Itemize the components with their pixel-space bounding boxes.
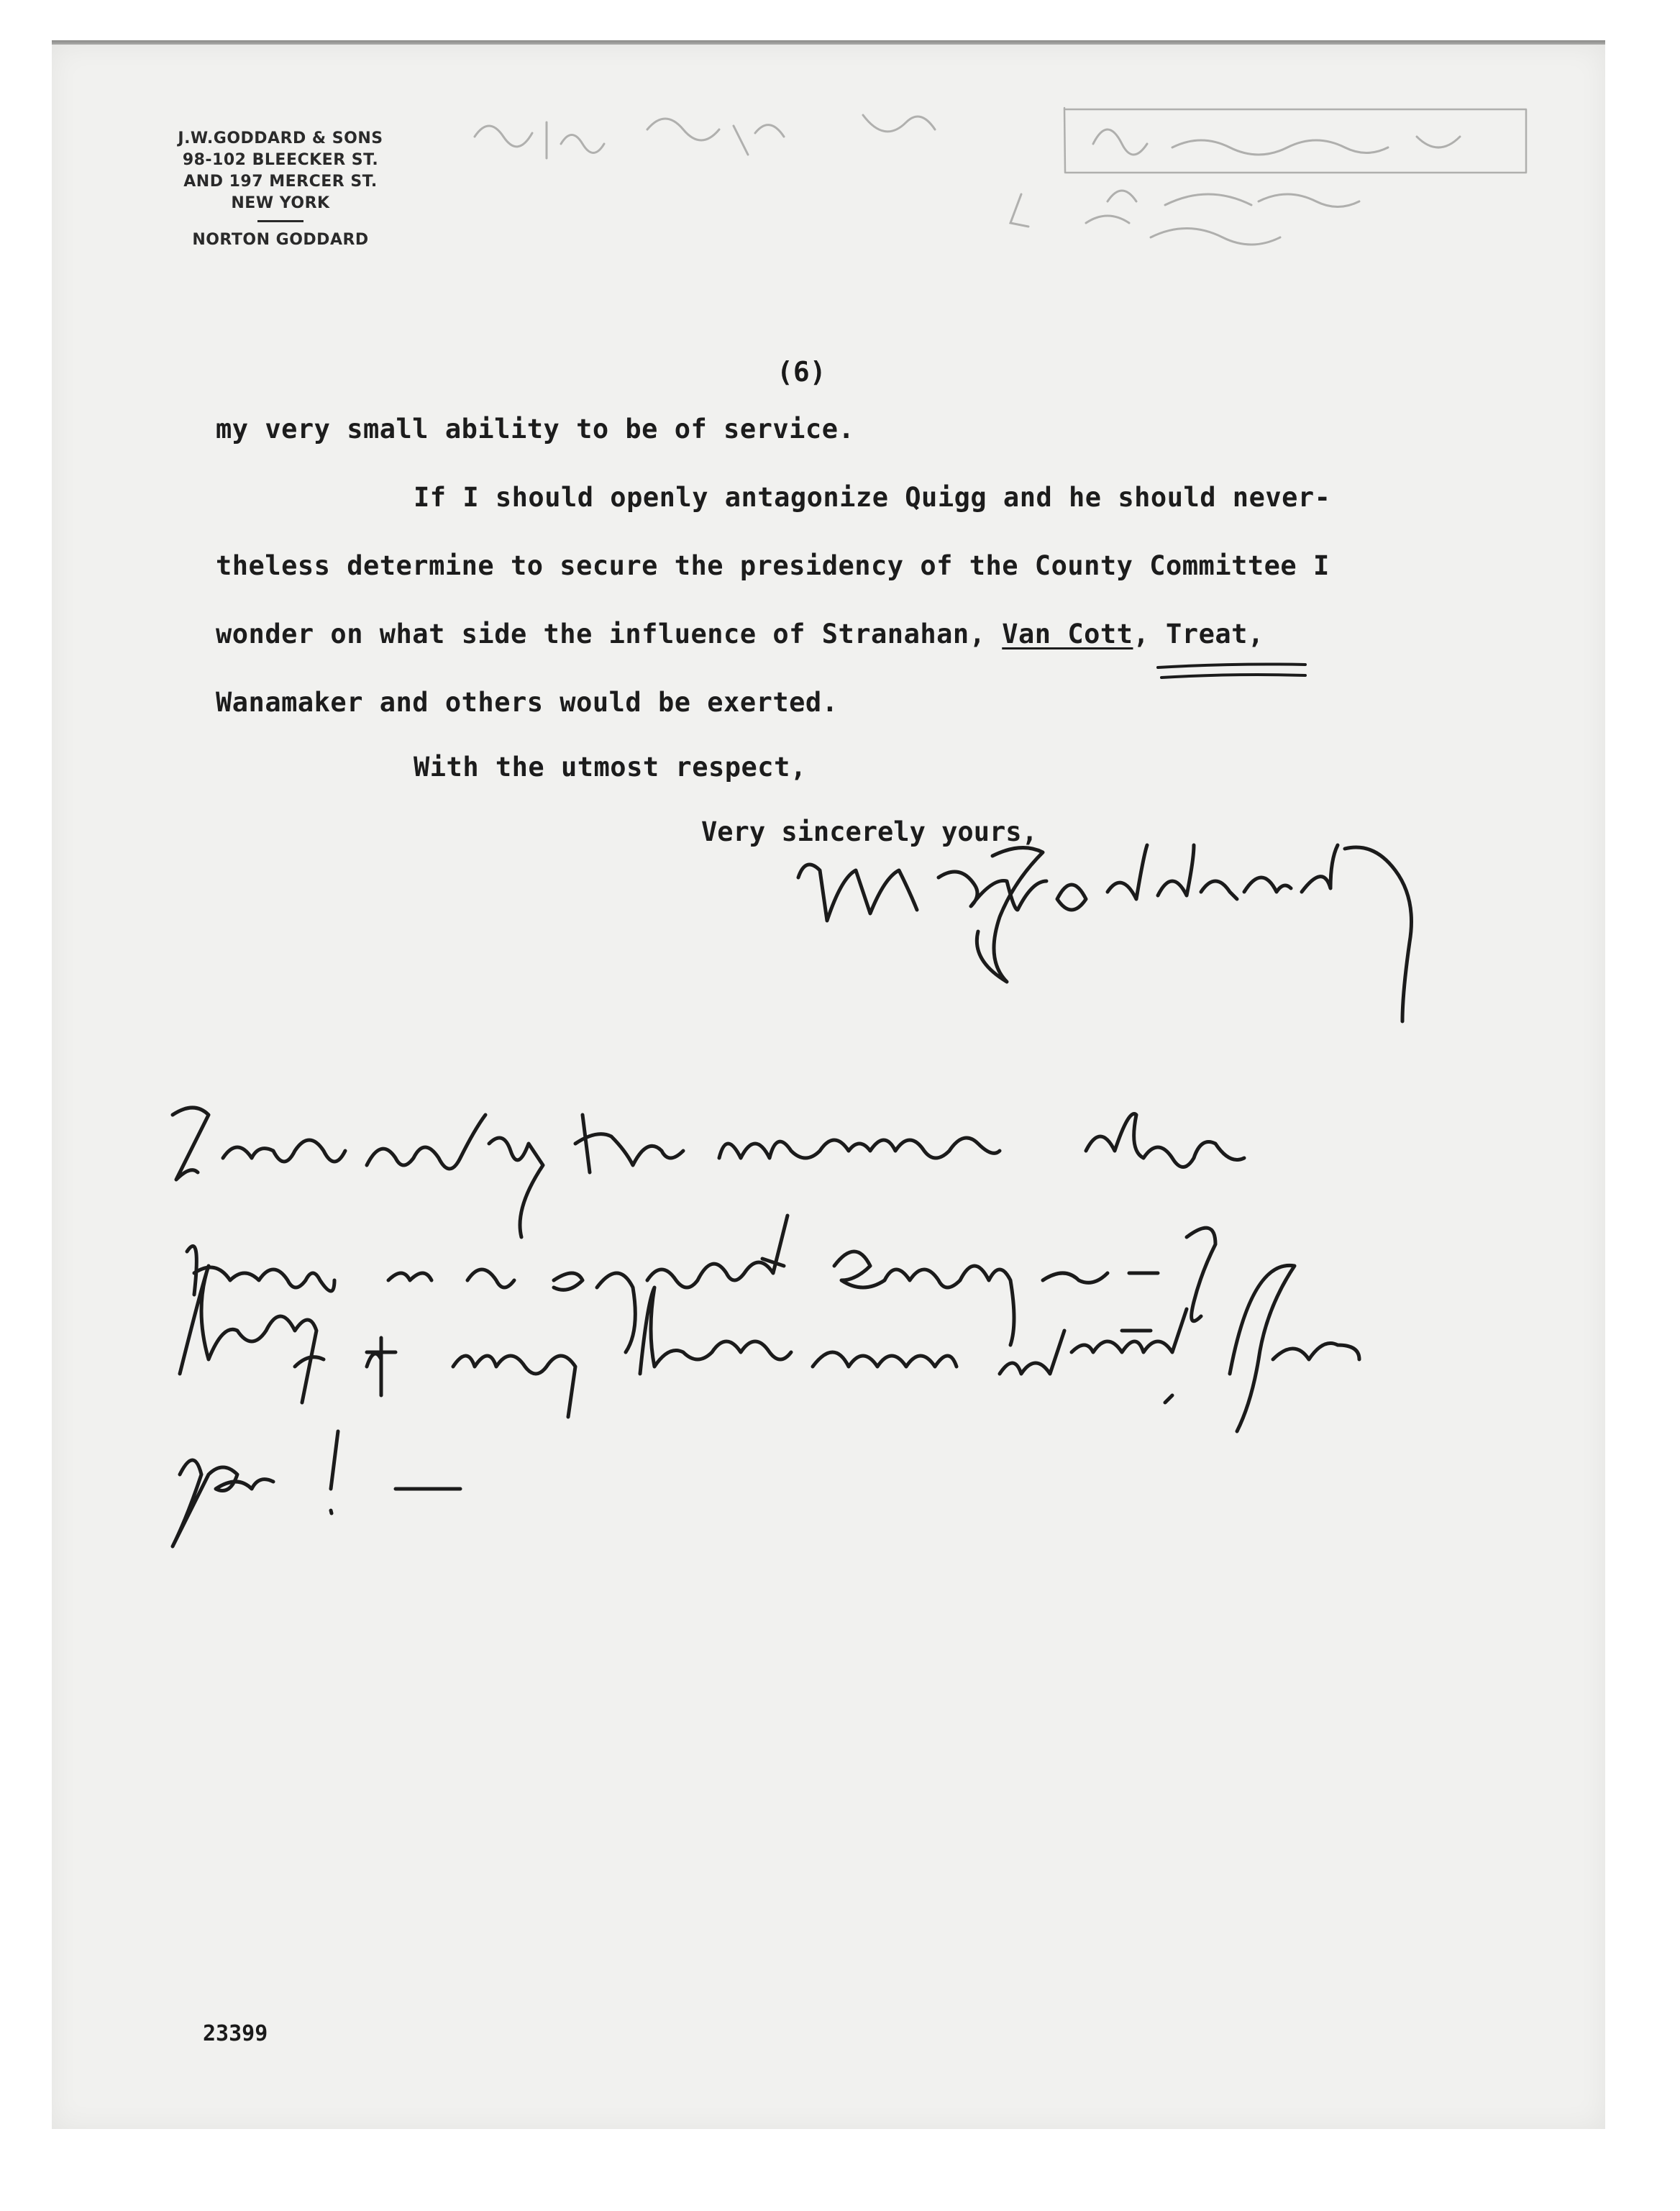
body-line-4 [216,619,1264,649]
body-line-6: With the utmost respect, [414,752,807,783]
letterhead-divider [257,220,303,222]
letter-sheet [52,45,1605,2129]
valediction: Very sincerely yours, [701,816,1038,847]
archive-annotation [460,94,1553,259]
address-line-1: 98-102 BLEECKER ST. [182,151,379,169]
underlined-name: Van Cott [1002,619,1133,649]
body-line-4-start: wonder on what side the influence of Stranahan, [216,619,1003,649]
address-line-2: AND 197 MERCER ST. [183,173,378,191]
document-number: 23399 [203,2021,268,2046]
letterhead-person: NORTON GODDARD [192,231,369,249]
company-name: J.W.GODDARD & SONS [178,129,383,147]
body-line-5: Wanamaker and others would be exerted. [216,687,839,718]
double-underline-mark [1154,660,1312,682]
body-line-3: theless determine to secure the presidency of the County Committee I [216,550,1330,581]
handwritten-signature [784,834,1489,1036]
page-number: (6) [777,356,826,388]
body-line-4-end: , Treat, [1133,619,1264,649]
letterhead [115,128,446,251]
body-line-1: my very small ability to be of service. [216,414,855,445]
body-line-2: If I should openly antagonize Quigg and he should never- [414,482,1331,513]
handwritten-postscript [151,1100,1503,1604]
address-city: NEW YORK [231,194,330,212]
